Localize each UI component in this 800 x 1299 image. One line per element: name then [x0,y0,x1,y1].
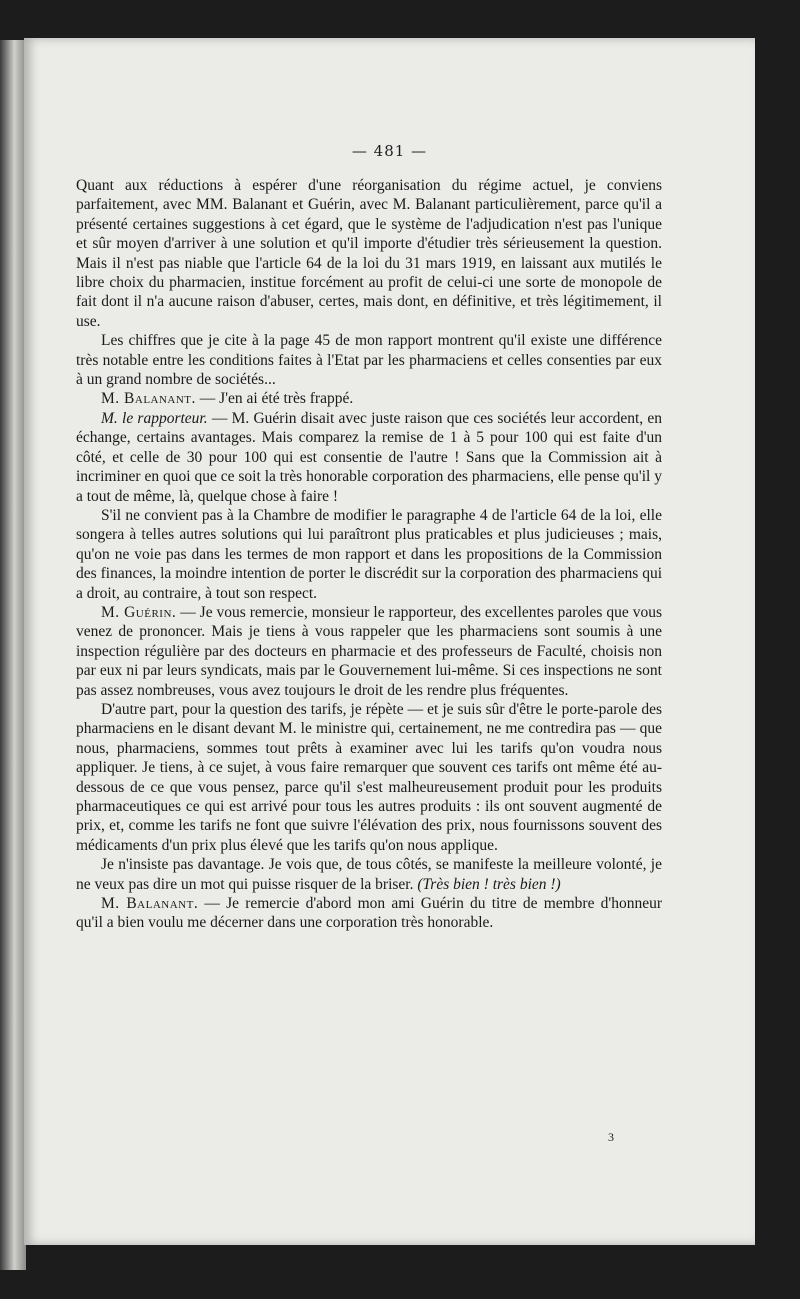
speaker-name: M. Balanant. [101,895,199,913]
speech-text: — Je vous remercie, monsieur le rapporteur, des excellentes paroles que vous venez de prononcer. Mais je tiens à vous rappeler que les pharmaciens sont soumis à une inspection régulière par des docteurs en pharmacie et des professeurs de Faculté, choisis non par eux ni par leurs syndicats, mais par le Gouvernement lui-même. Si ces inspections ne sont pas assez nombreuses, vous avez toujours le droit de les rendre plus fréquentes. [76,603,662,699]
dialogue-paragraph [76,894,662,933]
dialogue-paragraph [76,603,662,700]
page-number: — 481 — [351,142,428,160]
paragraph: Quant aux réductions à espérer d'une réorganisation du régime actuel, je conviens parfaitement, avec MM. Balanant et Guérin, avec M. Balanant particulièrement, parce qu'il a présenté certaines suggestions à cet égard, que le système de l'adjudication n'est pas l'unique et sûr moyen d'arriver à une solution et qu'il importe d'étudier très sérieusement la question. Mais il n'est pas niable que l'article 64 de la loi du 31 mars 1919, en laissant aux mutilés le libre choix du pharmacien, institue forcément au profit de celui-ci une sorte de monopole de fait dont il n'a aucune raison d'abuser, certes, mais dont, en définitive, et très légitimement, il use. [76,177,662,330]
speech-text: — J'en ai été très frappé. [195,390,354,408]
speech-text: — Je remercie d'abord mon ami Guérin du titre de membre d'honneur qu'il a bien voulu me décerner dans une corporation très honorable. [76,895,662,932]
paragraph: Les chiffres que je cite à la page 45 de mon rapport montrent qu'il existe une différence très notable entre les conditions faites à l'Etat par les pharmaciens et celles consenties par eux à un grand nombre de sociétés... [76,332,662,389]
dialogue-paragraph [76,409,662,506]
dialogue-paragraph [76,389,662,408]
paragraph [76,855,662,894]
body-text [76,176,662,933]
speech-text: Je n'insiste pas davantage. Je vois que, de tous côtés, se manifeste la meilleure volonté, je ne veux pas dire un mot qui puisse risquer de la briser. [76,856,662,893]
speaker-name: M. Balanant. [101,390,196,408]
speaker-name: M. le rapporteur. [101,409,208,427]
signature-mark: 3 [608,1130,614,1144]
speech-text: — M. Guérin disait avec juste raison que ces sociétés leur accordent, en échange, certains avantages. Mais comparez la remise de 1 à 5 pour 100 qui est faite d'un côté, et celle de 30 pour 100 qui est consentie de l'autre ! Sans que la Commission ait à incriminer en quoi que ce soit la très honorable corporation des pharmaciens, elle pense qu'il y a tout de même, là, quelque chose à faire ! [76,409,662,505]
document-page [24,38,755,1245]
adjacent-page-edge [0,40,26,1270]
paragraph: S'il ne convient pas à la Chambre de modifier le paragraphe 4 de l'article 64 de la loi, elle songera à telles autres solutions qui lui paraîtront plus praticables et plus judicieuses ; mais, qu'on ne voie pas dans les termes de mon rapport et dans les propositions de la Commission des finances, la moindre intention de porter le discrédit sur la corporation des pharmaciens qui a droit, au contraire, à tout son respect. [76,506,662,602]
applause-note: (Très bien ! très bien !) [417,875,561,893]
paragraph: D'autre part, pour la question des tarifs, je répète — et je suis sûr d'être le porte-parole des pharmaciens en le disant devant M. le ministre qui, certainement, ne me contredira pas — que nous, pharmaciens, sommes tout prêts à examiner avec lui les tarifs qu'on voudra nous appliquer. Je tiens, à ce sujet, à vous faire remarquer que souvent ces tarifs ont même été au-dessous de ce que vous pensez, parce qu'il s'est malheureusement produit pour les produits pharmaceutiques ce qui est arrivé pour tous les autres produits : ils ont souvent augmenté de prix, et, comme les tarifs ne font que suivre l'élévation des prix, nous fournissons souvent des médicaments d'un prix plus élevé que les tarifs qu'on nous applique. [76,700,662,854]
speaker-name: M. Guérin. [101,603,177,621]
